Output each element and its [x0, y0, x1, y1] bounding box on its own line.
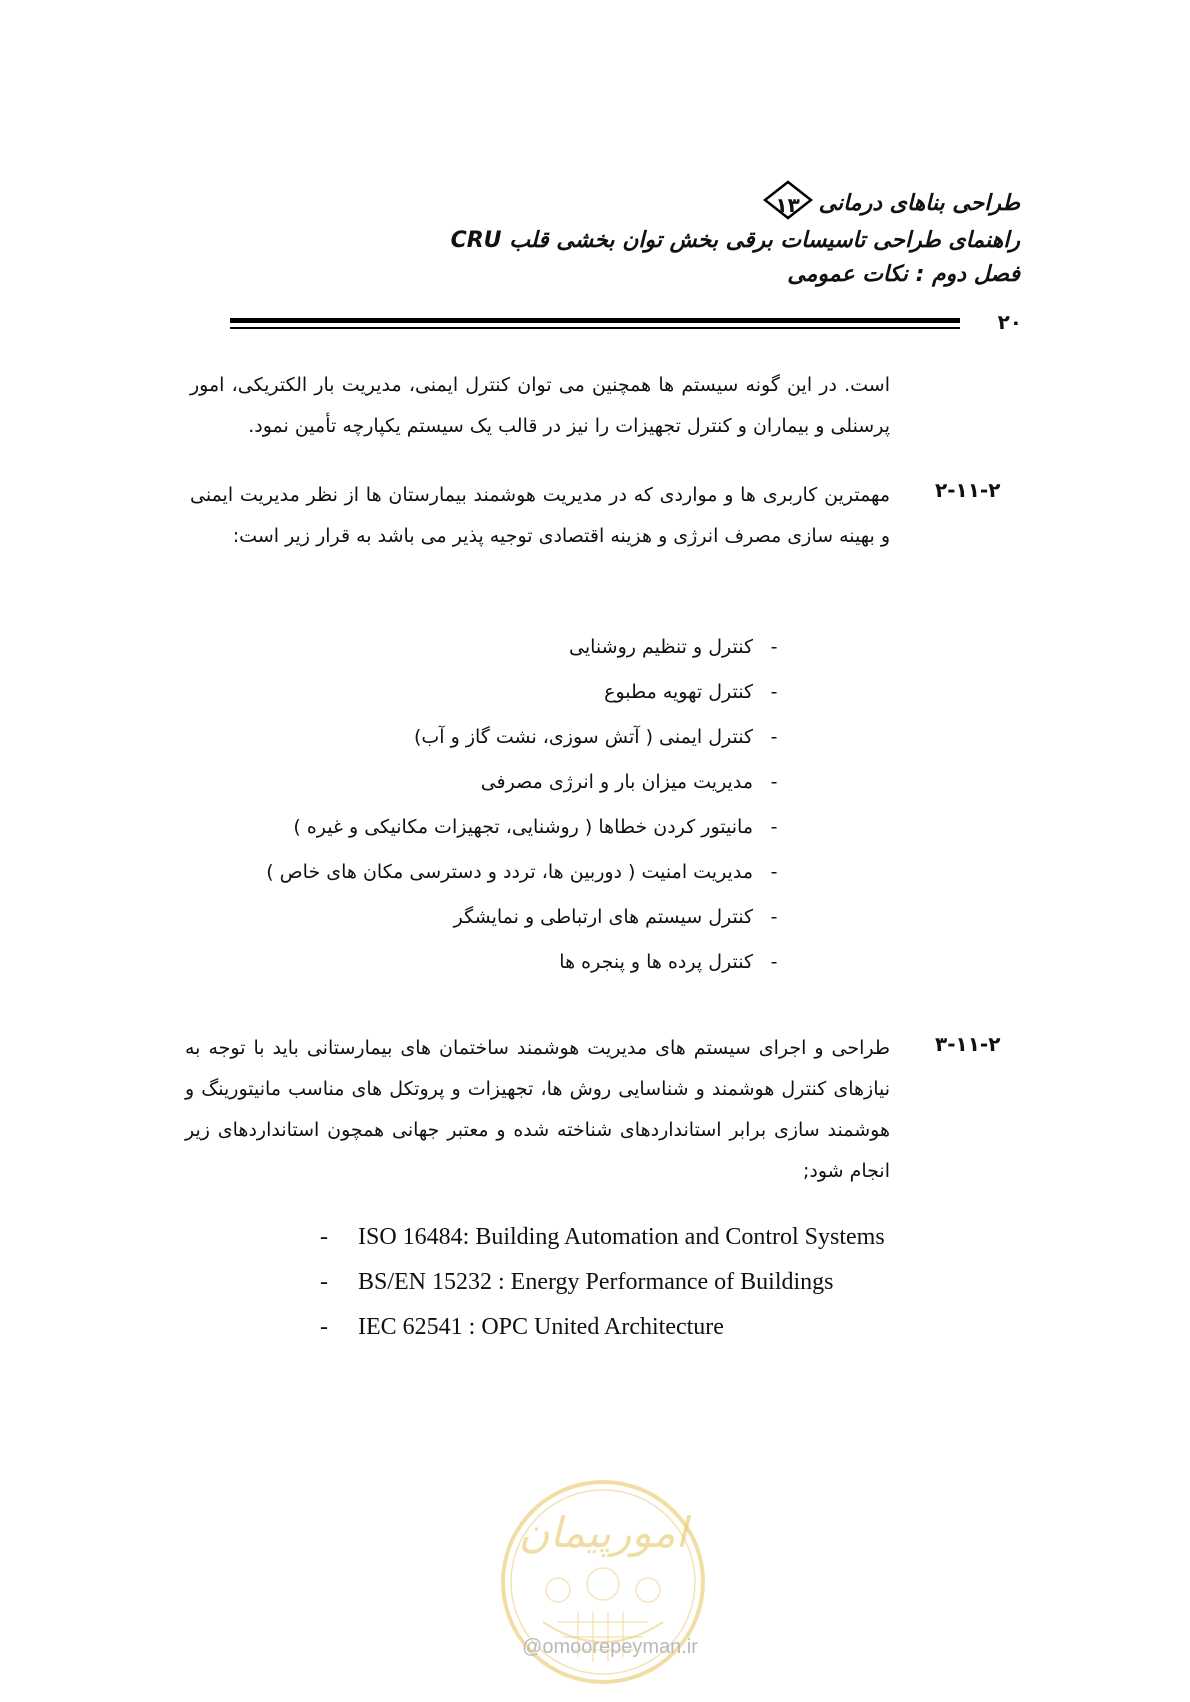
header-line-2: راهنمای طراحی تاسیسات برقی بخش توان بخشی قلب CRU	[450, 228, 1020, 253]
bullet-dash: -	[320, 1314, 328, 1340]
list-item: -کنترل سیستم های ارتباطی و نمایشگر	[195, 895, 795, 940]
section-number-2: ۲-۱۱-۲	[935, 478, 1001, 502]
bullet-dash: -	[770, 681, 778, 703]
at-icon: @	[522, 1636, 543, 1658]
bullet-dash: -	[770, 771, 778, 793]
intro-paragraph: است. در این گونه سیستم ها همچنین می توان کنترل ایمنی، مدیریت بار الکتریکی، امور پرسنلی و بیماران و کنترل تجهیزات را نیز در قالب یک سیستم یکپارچه تأمین نمود.	[190, 374, 890, 437]
bullet-dash: -	[770, 636, 778, 658]
section-number-3: ۳-۱۱-۲	[935, 1032, 1001, 1056]
section-3-paragraph: طراحی و اجرای سیستم های مدیریت هوشمند ساختمان های بیمارستانی باید با توجه به نیازهای کنترل هوشمند و شناسایی روش ها، تجهیزات و پروتکل های مناسب مانیتورینگ و هوشمند سازی برابر استانداردهای شناخته شده و معتبر جهانی همچون استانداردهای زیر انجام شود;	[185, 1037, 890, 1182]
section-2-paragraph: مهمترین کاربری ها و مواردی که در مدیریت هوشمند بیمارستان ها از نظر مدیریت ایمنی و بهینه سازی مصرف انرژی و هزینه اقتصادی توجیه پذیر می باشد به قرار زیر است:	[190, 484, 890, 547]
seal-watermark-icon	[488, 1472, 718, 1702]
list-item: -کنترل تهویه مطبوع	[195, 670, 795, 715]
bullet-dash: -	[770, 816, 778, 838]
header-line-3: فصل دوم : نکات عمومی	[787, 262, 1020, 287]
book-title: طراحی بناهای درمانی	[818, 191, 1020, 216]
list-item: -مدیریت میزان بار و انرژی مصرفی	[195, 760, 795, 805]
header-rule-thin	[230, 327, 960, 329]
header-rule-thick	[230, 318, 960, 323]
bullet-dash: -	[770, 951, 778, 973]
page-number: ۲۰	[997, 310, 1022, 334]
bullet-dash: -	[770, 726, 778, 748]
header-line-1	[260, 184, 1020, 224]
volume-badge	[763, 180, 813, 220]
list-item: -کنترل پرده ها و پنجره ها	[195, 940, 795, 985]
list-item: - BS/EN 15232 : Energy Performance of Buildings	[320, 1260, 885, 1305]
bullet-dash: -	[770, 906, 778, 928]
list-item: -مدیریت امنیت ( دوربین ها، تردد و دسترسی مکان های خاص )	[195, 850, 795, 895]
seal-text: امورپیمان	[518, 1508, 688, 1557]
bullet-dash: -	[320, 1224, 328, 1250]
list-item: - IEC 62541 : OPC United Architecture	[320, 1305, 885, 1350]
volume-number: ۱۳	[775, 193, 800, 217]
list-item: - ISO 16484: Building Automation and Control Systems	[320, 1215, 885, 1260]
bullet-dash: -	[770, 861, 778, 883]
list-item: -کنترل ایمنی ( آتش سوزی، نشت گاز و آب)	[195, 715, 795, 760]
list-item: -کنترل و تنظیم روشنایی	[195, 625, 795, 670]
page-header	[260, 184, 1020, 292]
standards-list	[320, 1215, 885, 1350]
watermark-site: @omoorepeyman.ir	[522, 1636, 698, 1658]
list-item: -مانیتور کردن خطاها ( روشنایی، تجهیزات مکانیکی و غیره )	[195, 805, 795, 850]
usage-list	[195, 625, 795, 985]
bullet-dash: -	[320, 1269, 328, 1295]
